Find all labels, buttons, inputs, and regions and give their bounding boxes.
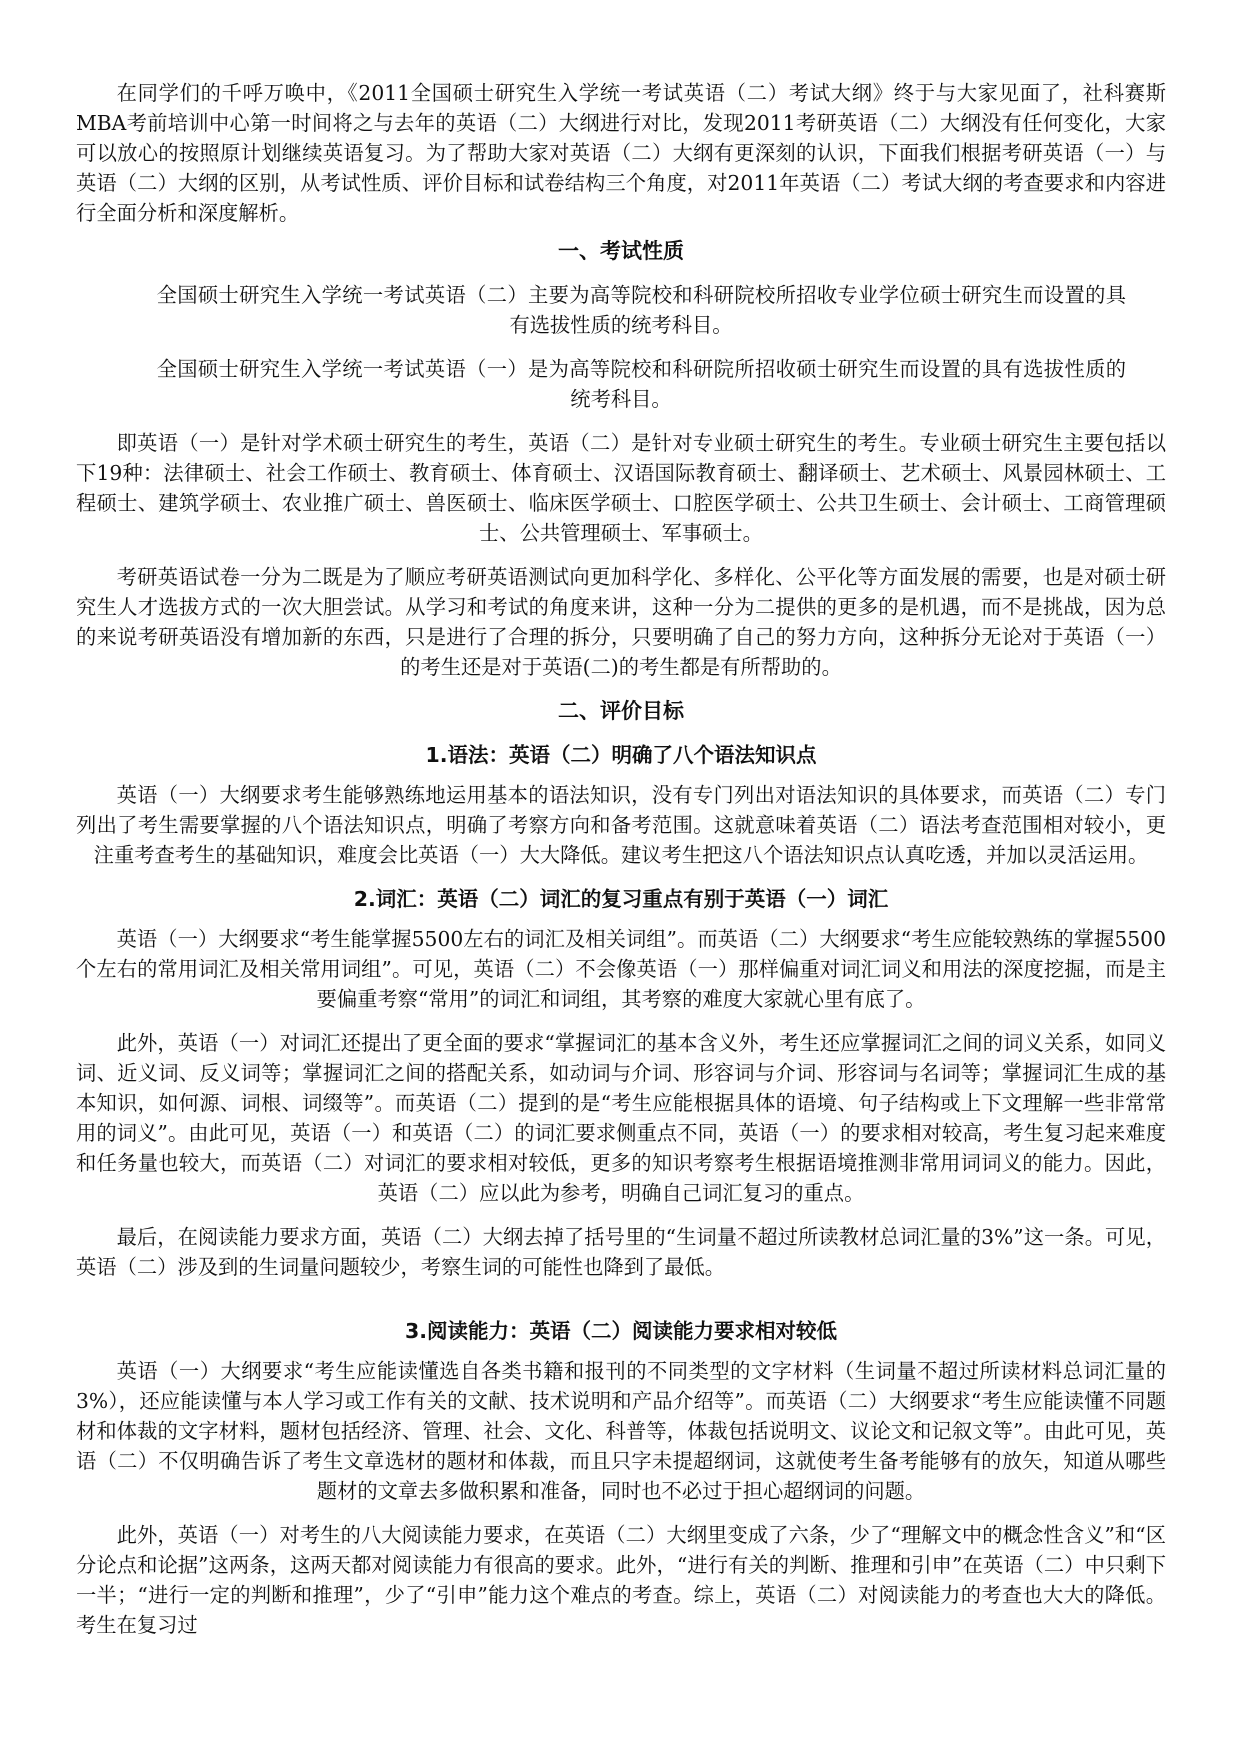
section-heading-exam-nature: 一、考试性质 [558, 239, 684, 263]
paragraph-reading-1: 英语（一）大纲要求“考生应能读懂选自各类书籍和报刊的不同类型的文字材料（生词量不超过所读材料总词汇量的3%），还应能读懂与本人学习或工作有关的文献、技术说明和产品介绍等”。而英语（二）大纲要求“考生应能读懂不同题材和体裁的文字材料，题材包括经济、管理、社会、文化、科普等，体裁包括说明文、议论文和记叙文等”。由此可见，英语（二）不仅明确告诉了考生文章选材的题材和体裁，而且只字未提超纲词，这就使考生备考能够有的放矢，知道从哪些题材的文章去多做积累和准备，同时也不必过于担心超纲词的问题。 [76, 1359, 1166, 1503]
paragraph-vocabulary-2: 此外，英语（一）对词汇还提出了更全面的要求“掌握词汇的基本含义外，考生还应掌握词汇之间的词义关系，如同义词、近义词、反义词等；掌握词汇之间的搭配关系，如动词与介词、形容词与介词、形容词与名词等；掌握词汇生成的基本知识，如何源、词根、词缀等”。而英语（二）提到的是“考生应能根据具体的语境、句子结构或上下文理解一些非常常用的词义”。由此可见，英语（一）和英语（二）的词汇要求侧重点不同，英语（一）的要求相对较高，考生复习起来难度和任务量也较大，而英语（二）对词汇的要求相对较低，更多的知识考察考生根据语境推测非常用词词义的能力。因此，英语（二）应以此为参考，明确自己词汇复习的重点。 [76, 1031, 1166, 1205]
paragraph-vocabulary-1: 英语（一）大纲要求“考生能掌握5500左右的词汇及相关词组”。而英语（二）大纲要求“考生应能较熟练的掌握5500个左右的常用词汇及相关常用词组”。可见，英语（二）不会像英语（一）那样偏重对词汇词义和用法的深度挖掘，而是主要偏重考察“常用”的词汇和词组，其考察的难度大家就心里有底了。 [76, 927, 1166, 1011]
paragraph-reading-2: 此外，英语（一）对考生的八大阅读能力要求，在英语（二）大纲里变成了六条，少了“理解文中的概念性含义”和“区分论点和论据”这两条，这两天都对阅读能力有很高的要求。此外，“进行有关的判断、推理和引申”在英语（二）中只剩下一半；“进行一定的判断和推理”，少了“引申”能力这个难点的考查。综上，英语（二）对阅读能力的考查也大大的降低。考生在复习过 [76, 1523, 1166, 1637]
subheading-grammar: 1.语法：英语（二）明确了八个语法知识点 [425, 743, 817, 767]
paragraph-split-exam: 考研英语试卷一分为二既是为了顺应考研英语测试向更加科学化、多样化、公平化等方面发展的需要，也是对硕士研究生人才选拔方式的一次大胆尝试。从学习和考试的角度来讲，这种一分为二提供的更多的是机遇，而不是挑战，因为总的来说考研英语没有增加新的东西，只是进行了合理的拆分，只要明确了自己的努力方向，这种拆分无论对于英语（一）的考生还是对于英语(二)的考生都是有所帮助的。 [76, 565, 1166, 679]
paragraph-grammar: 英语（一）大纲要求考生能够熟练地运用基本的语法知识，没有专门列出对语法知识的具体要求，而英语（二）专门列出了考生需要掌握的八个语法知识点，明确了考察方向和备考范围。这就意味着英语（二）语法考查范围相对较小，更注重考查考生的基础知识，难度会比英语（一）大大降低。建议考生把这八个语法知识点认真吃透，并加以灵活运用。 [76, 783, 1166, 867]
paragraph-exam-nature-english2: 全国硕士研究生入学统一考试英语（二）主要为高等院校和科研院校所招收专业学位硕士研究生而设置的具有选拔性质的统考科目。 [156, 283, 1126, 337]
subheading-vocabulary: 2.词汇：英语（二）词汇的复习重点有别于英语（一）词汇 [353, 887, 889, 911]
document-page [76, 78, 1166, 1646]
paragraph-vocabulary-3: 最后，在阅读能力要求方面，英语（二）大纲去掉了括号里的“生词量不超过所读教材总词汇量的3%”这一条。可见，英语（二）涉及到的生词量问题较少，考察生词的可能性也降到了最低。 [76, 1225, 1166, 1279]
intro-paragraph: 在同学们的千呼万唤中，《2011全国硕士研究生入学统一考试英语（二）考试大纲》终于与大家见面了，社科赛斯MBA考前培训中心第一时间将之与去年的英语（二）大纲进行对比，发现2011考研英语（二）大纲没有任何变化，大家可以放心的按照原计划继续英语复习。为了帮助大家对英语（二）大纲有更深刻的认识，下面我们根据考研英语（一）与英语（二）大纲的区别，从考试性质、评价目标和试卷结构三个角度，对2011年英语（二）考试大纲的考查要求和内容进行全面分析和深度解析。 [76, 81, 1166, 225]
paragraph-exam-nature-english1: 全国硕士研究生入学统一考试英语（一）是为高等院校和科研院所招收硕士研究生而设置的具有选拔性质的统考科目。 [156, 357, 1126, 411]
section-heading-evaluation-goals: 二、评价目标 [558, 699, 684, 723]
paragraph-professional-degrees: 即英语（一）是针对学术硕士研究生的考生，英语（二）是针对专业硕士研究生的考生。专业硕士研究生主要包括以下19种：法律硕士、社会工作硕士、教育硕士、体育硕士、汉语国际教育硕士、翻译硕士、艺术硕士、风景园林硕士、工程硕士、建筑学硕士、农业推广硕士、兽医硕士、临床医学硕士、口腔医学硕士、公共卫生硕士、会计硕士、工商管理硕士、公共管理硕士、军事硕士。 [76, 431, 1166, 545]
subheading-reading: 3.阅读能力：英语（二）阅读能力要求相对较低 [404, 1319, 838, 1343]
